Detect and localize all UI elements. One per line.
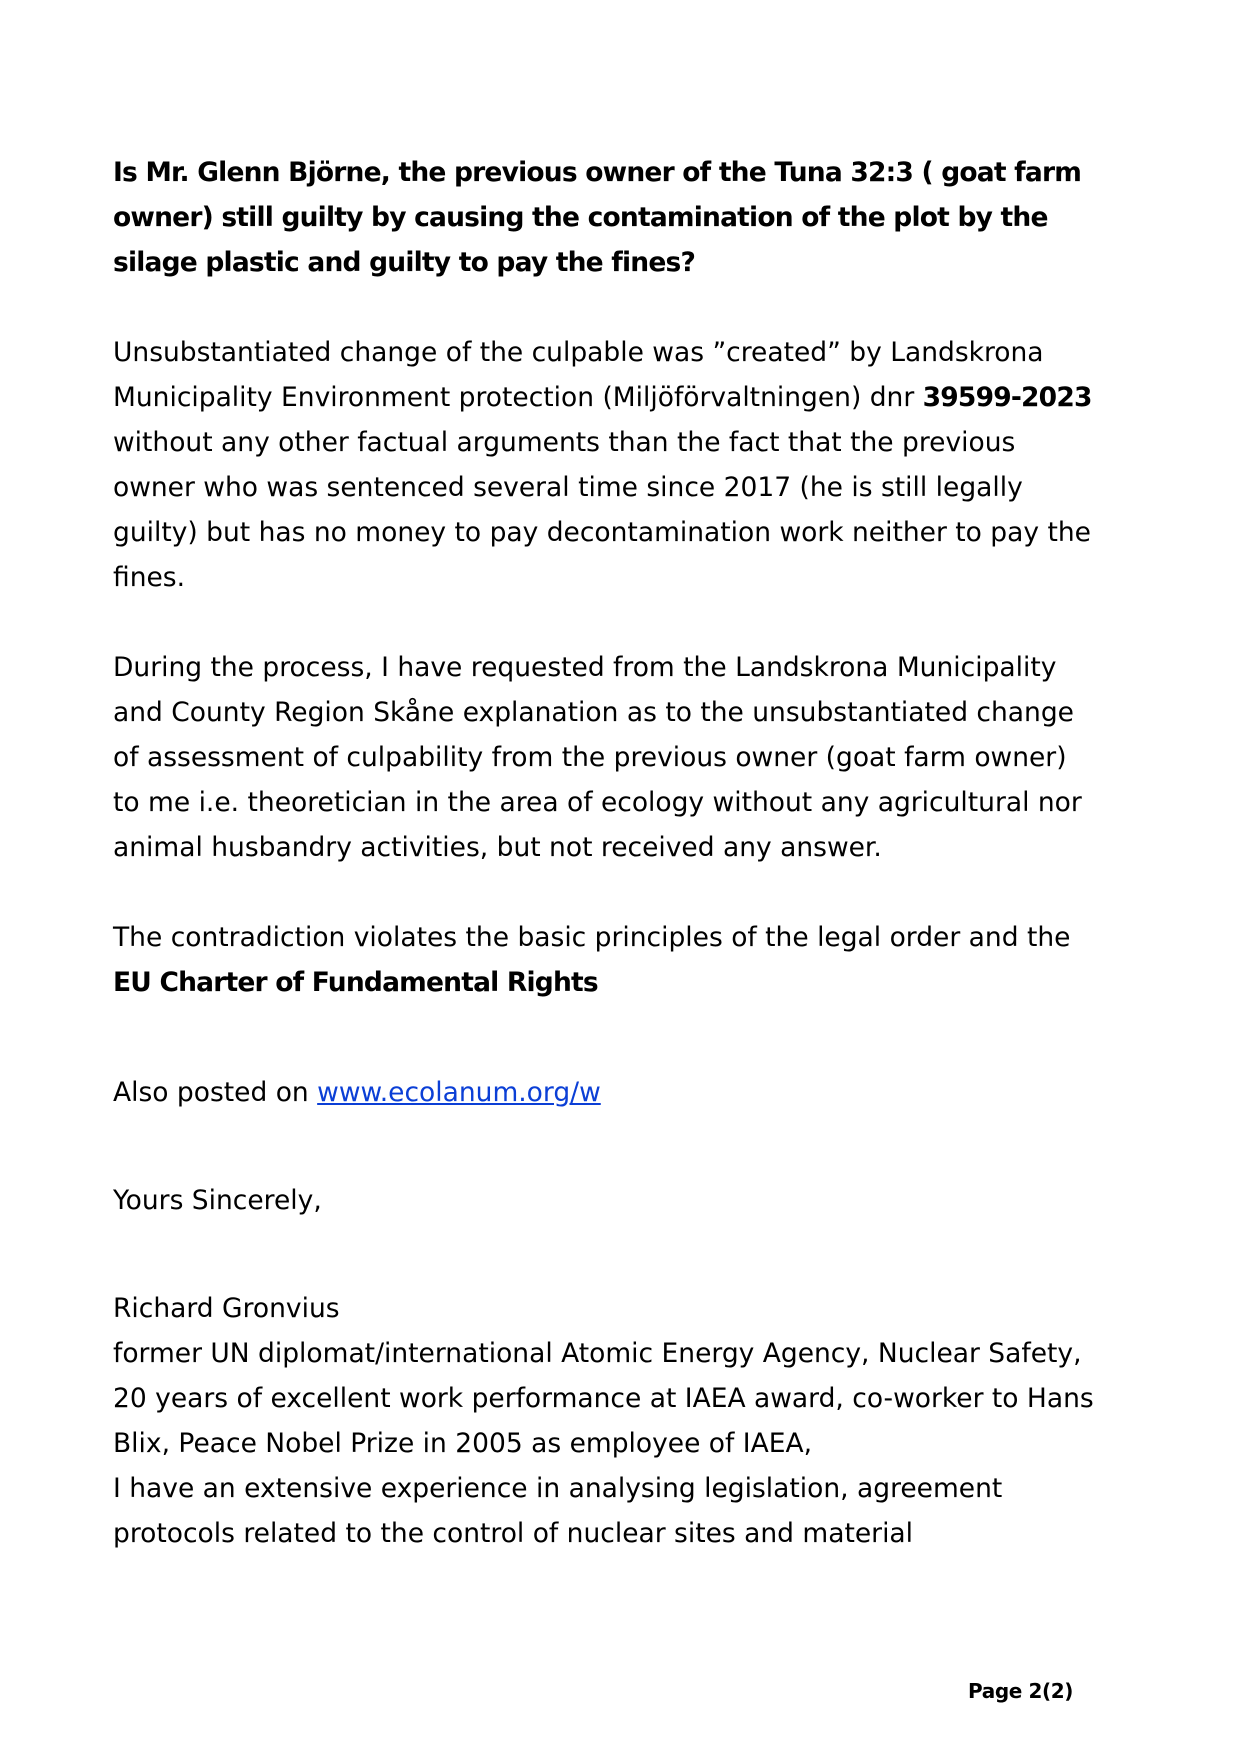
signatory-experience: I have an extensive experience in analysing legislation, agreement protocols related to the control of nuclear sites and material	[113, 1473, 1003, 1549]
paragraph-request-explanation: During the process, I have requested from the Landskrona Municipality and County Region Skåne explanation as to the unsubstantiated change of assessment of culpability from the previous owner (goat farm owner) to me i.e. theoretician in the area of ecology without any agricultural nor animal husbandry activities, but not received any answer.	[113, 652, 1082, 863]
page-number: Page 2(2)	[968, 1679, 1073, 1703]
paragraph-contradiction-text: The contradiction violates the basic principles of the legal order and the	[113, 922, 1071, 953]
eu-charter-reference: EU Charter of Fundamental Rights	[113, 967, 598, 998]
case-reference-number: 39599-2023	[922, 382, 1092, 413]
signatory-credentials: former UN diplomat/international Atomic Energy Agency, Nuclear Safety, 20 years of excellent work performance at IAEA award, co-worker to Hans Blix, Peace Nobel Prize in 2005 as employee of IAEA,	[113, 1338, 1094, 1459]
paragraph-contradiction	[113, 915, 1100, 1005]
signatory-name: Richard Gronvius	[113, 1293, 340, 1324]
also-posted-line	[113, 1070, 1100, 1115]
paragraph-culpability-change	[113, 330, 1100, 600]
also-posted-label: Also posted on	[113, 1077, 318, 1108]
paragraph-culpability-change-start: Unsubstantiated change of the culpable was ”created” by Landskrona Municipality Environment protection (Miljöförvaltningen) dnr	[113, 337, 1044, 413]
paragraph-culpability-change-end: without any other factual arguments than the fact that the previous owner who was sentenced several time since 2017 (he is still legally guilty) but has no money to pay decontamination work neither to pay the fines.	[113, 427, 1091, 593]
ecolanum-link[interactable]: www.ecolanum.org/w	[317, 1077, 601, 1108]
closing-salutation: Yours Sincerely,	[113, 1185, 322, 1216]
heading-question: Is Mr. Glenn Björne, the previous owner of the Tuna 32:3 ( goat farm owner) still guilty by causing the contamination of the plot by the silage plastic and guilty to pay the fines?	[113, 157, 1082, 278]
